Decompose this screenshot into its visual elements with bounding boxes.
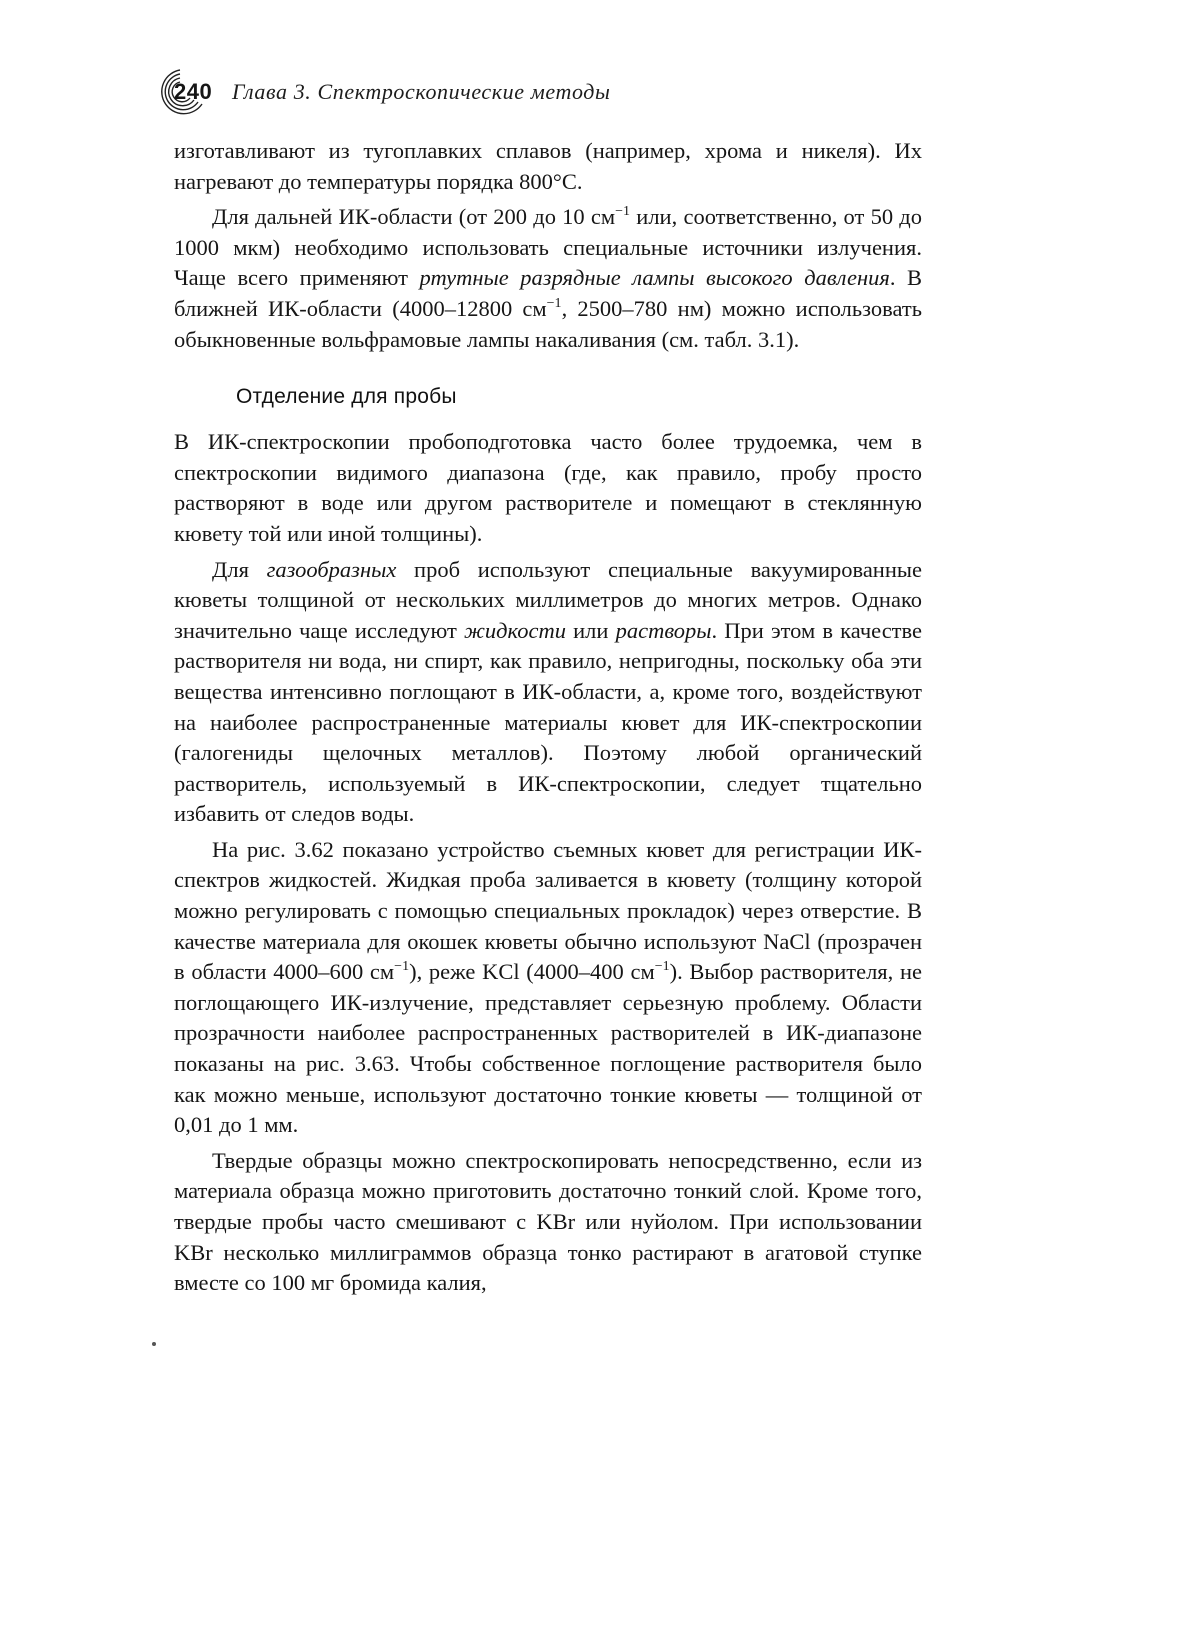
paragraph-6: Твердые образцы можно спектроскопировать непосредственно, если из материала образца можно приготовить достаточно тонкий слой. Кроме того, твердые пробы часто смешивают с KBr или нуйолом. При использовании KBr несколько миллиграммов образца тонко растирают в агатовой ступке вместе со 100 мг бромида калия,: [174, 1147, 922, 1296]
text-run: ). Выбор растворителя, не поглощающего ИК-излучение, представляет серьезную проблему. Области прозрачности наиболее распространенных растворителей в ИК-диапазоне показаны на рис. 3.63. Чтобы собственное поглощение растворителя было как можно меньше, используют достаточно тонкие кюветы — толщиной от 0,01 до 1 мм.: [174, 959, 922, 1138]
running-head: [150, 66, 610, 118]
emphasis-term: ртутные разрядные лампы высокого давления: [419, 265, 890, 291]
section-heading: Отделение для пробы: [236, 385, 457, 409]
text-run: проб используют специальные вакуумированные кюветы толщиной от нескольких миллиметров до многих метров. Однако значительно чаще исследуют: [174, 556, 922, 643]
text-run: . В ближней ИК-области (4000–12800 см: [174, 265, 922, 321]
chapter-title: Глава 3. Спектроскопические методы: [232, 79, 611, 104]
text-run: Для дальней ИК-области (от 200 до 10 см: [212, 204, 616, 230]
superscript: −1: [546, 295, 562, 311]
superscript: −1: [615, 204, 631, 220]
text-run: или: [565, 617, 616, 643]
page-body: [174, 136, 922, 1299]
paragraph-1: изготавливают из тугоплавких сплавов (например, хрома и никеля). Их нагревают до температуры порядка 800°C.: [174, 138, 922, 194]
emphasis-term: растворы: [615, 617, 712, 643]
text-run: . При этом в качестве растворителя ни вода, ни спирт, как правило, непригодны, поскольку оба эти вещества интенсивно поглощают в ИК-области, а, кроме того, воздействуют на наиболее распространенные материалы кювет для ИК-спектроскопии (галогениды щелочных металлов). Поэтому любой органический растворитель, используемый в ИК-спектроскопии, следует тщательно избавить от следов воды.: [174, 617, 922, 827]
paragraph-4: [174, 555, 922, 830]
paragraph-3: В ИК-спектроскопии пробоподготовка часто более трудоемка, чем в спектроскопии видимого диапазона (где, как правило, пробу просто растворяют в воде или другом растворителе и помещают в стеклянную кювету той или иной толщины).: [174, 429, 922, 546]
page-number: 240: [174, 79, 213, 104]
page-number-ornament: [150, 66, 213, 118]
paragraph-5: [174, 835, 922, 1141]
text-run: Для: [212, 556, 267, 582]
text-run: ), реже KCl (4000–400 см: [409, 959, 655, 985]
margin-mark: [152, 1342, 156, 1346]
superscript: −1: [654, 959, 670, 975]
text-run: На рис. 3.62 показано устройство съемных кювет для регистрации ИК-спектров жидкостей. Жидкая проба заливается в кювету (толщину которой можно регулировать с помощью специальных прокладок) через отверстие. В качестве материала для окошек кюветы обычно используют NaCl (прозрачен в области 4000–600 см: [174, 836, 922, 985]
superscript: −1: [394, 959, 410, 975]
emphasis-term: газообразных: [266, 556, 397, 582]
text-run: или, соответственно, от 50 до 1000 мкм) необходимо использовать специальные источники излучения. Чаще всего применяют: [174, 204, 922, 291]
paragraph-2: [174, 202, 922, 355]
text-run: , 2500–780 нм) можно использовать обыкновенные вольфрамовые лампы накаливания (см. табл. 3.1).: [174, 295, 922, 352]
emphasis-term: жидкости: [464, 617, 566, 643]
